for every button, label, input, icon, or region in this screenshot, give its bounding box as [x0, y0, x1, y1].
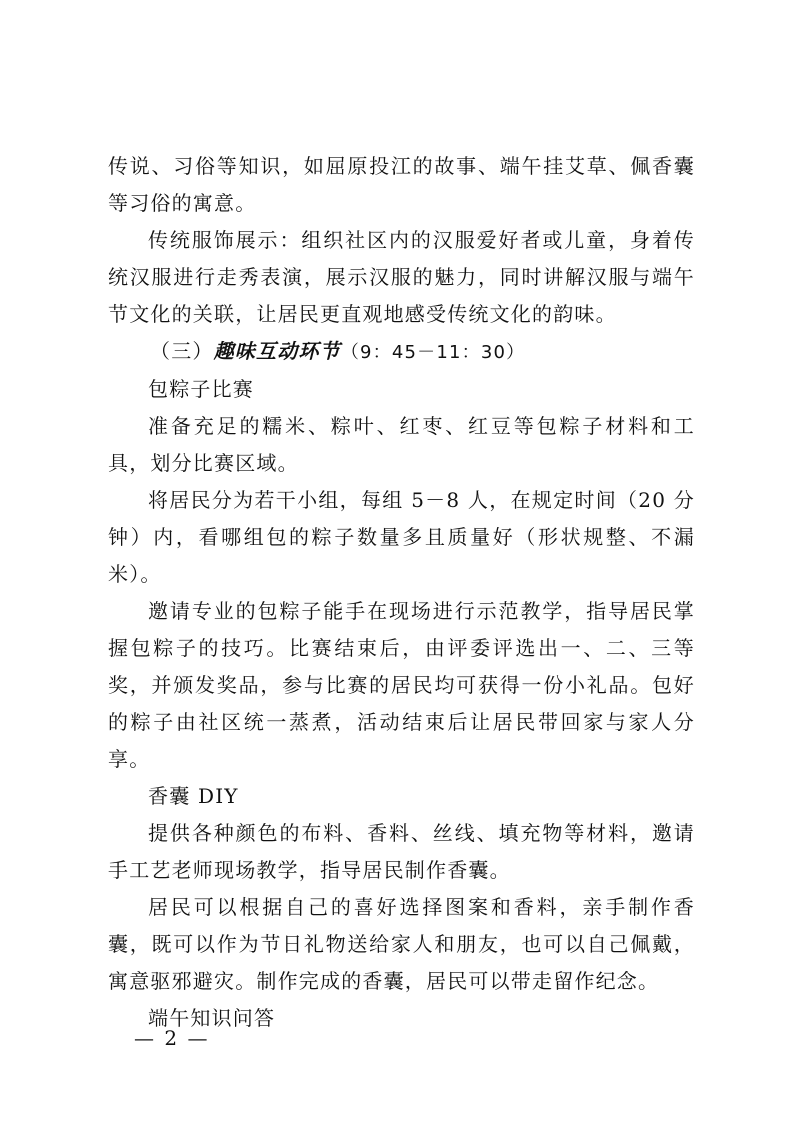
subheading-sachet-diy: 香囊 DIY: [148, 784, 239, 808]
document-body: [108, 148, 695, 1037]
subheading-quiz: 端午知识问答: [148, 1006, 276, 1030]
paragraph-legend-customs: 传说、习俗等知识，如屈原投江的故事、端午挂艾草、佩香囊等习俗的寓意。: [108, 154, 695, 215]
paragraph-costume-display: 传统服饰展示：组织社区内的汉服爱好者或儿童，身着传统汉服进行走秀表演，展示汉服的魅力，同时讲解汉服与端午节文化的关联，让居民更直观地感受传统文化的韵味。: [108, 228, 695, 326]
paragraph-zongzi-materials: 准备充足的糯米、粽叶、红枣、红豆等包粽子材料和工具，划分比赛区域。: [108, 414, 695, 475]
paragraph-zongzi-teaching: 邀请专业的包粽子能手在现场进行示范教学，指导居民掌握包粽子的技巧。比赛结束后，由评委评选出一、二、三等奖，并颁发奖品，参与比赛的居民均可获得一份小礼品。包好的粽子由社区统一蒸煮，活动结束后让居民带回家与家人分享。: [108, 599, 695, 771]
paragraph-sachet-making: 居民可以根据自己的喜好选择图案和香料，亲手制作香囊，既可以作为节日礼物送给家人和朋友，也可以自己佩戴，寓意驱邪避灾。制作完成的香囊，居民可以带走留作纪念。: [108, 895, 695, 993]
page-number: — 2 —: [134, 1026, 210, 1050]
paragraph-sachet-materials: 提供各种颜色的布料、香料、丝线、填充物等材料，邀请手工艺老师现场教学，指导居民制作香囊。: [108, 821, 695, 882]
subheading-zongzi-contest: 包粽子比赛: [148, 377, 254, 401]
paragraph-zongzi-groups: 将居民分为若干小组，每组 5－8 人，在规定时间（20 分钟）内，看哪组包的粽子数量多且质量好（形状规整、不漏米）。: [108, 488, 695, 586]
section-time: （9：45－11：30）: [340, 342, 526, 363]
section-heading-interactive: [108, 333, 695, 371]
section-title: 趣味互动环节: [213, 339, 341, 363]
section-number: （三）: [150, 339, 214, 363]
